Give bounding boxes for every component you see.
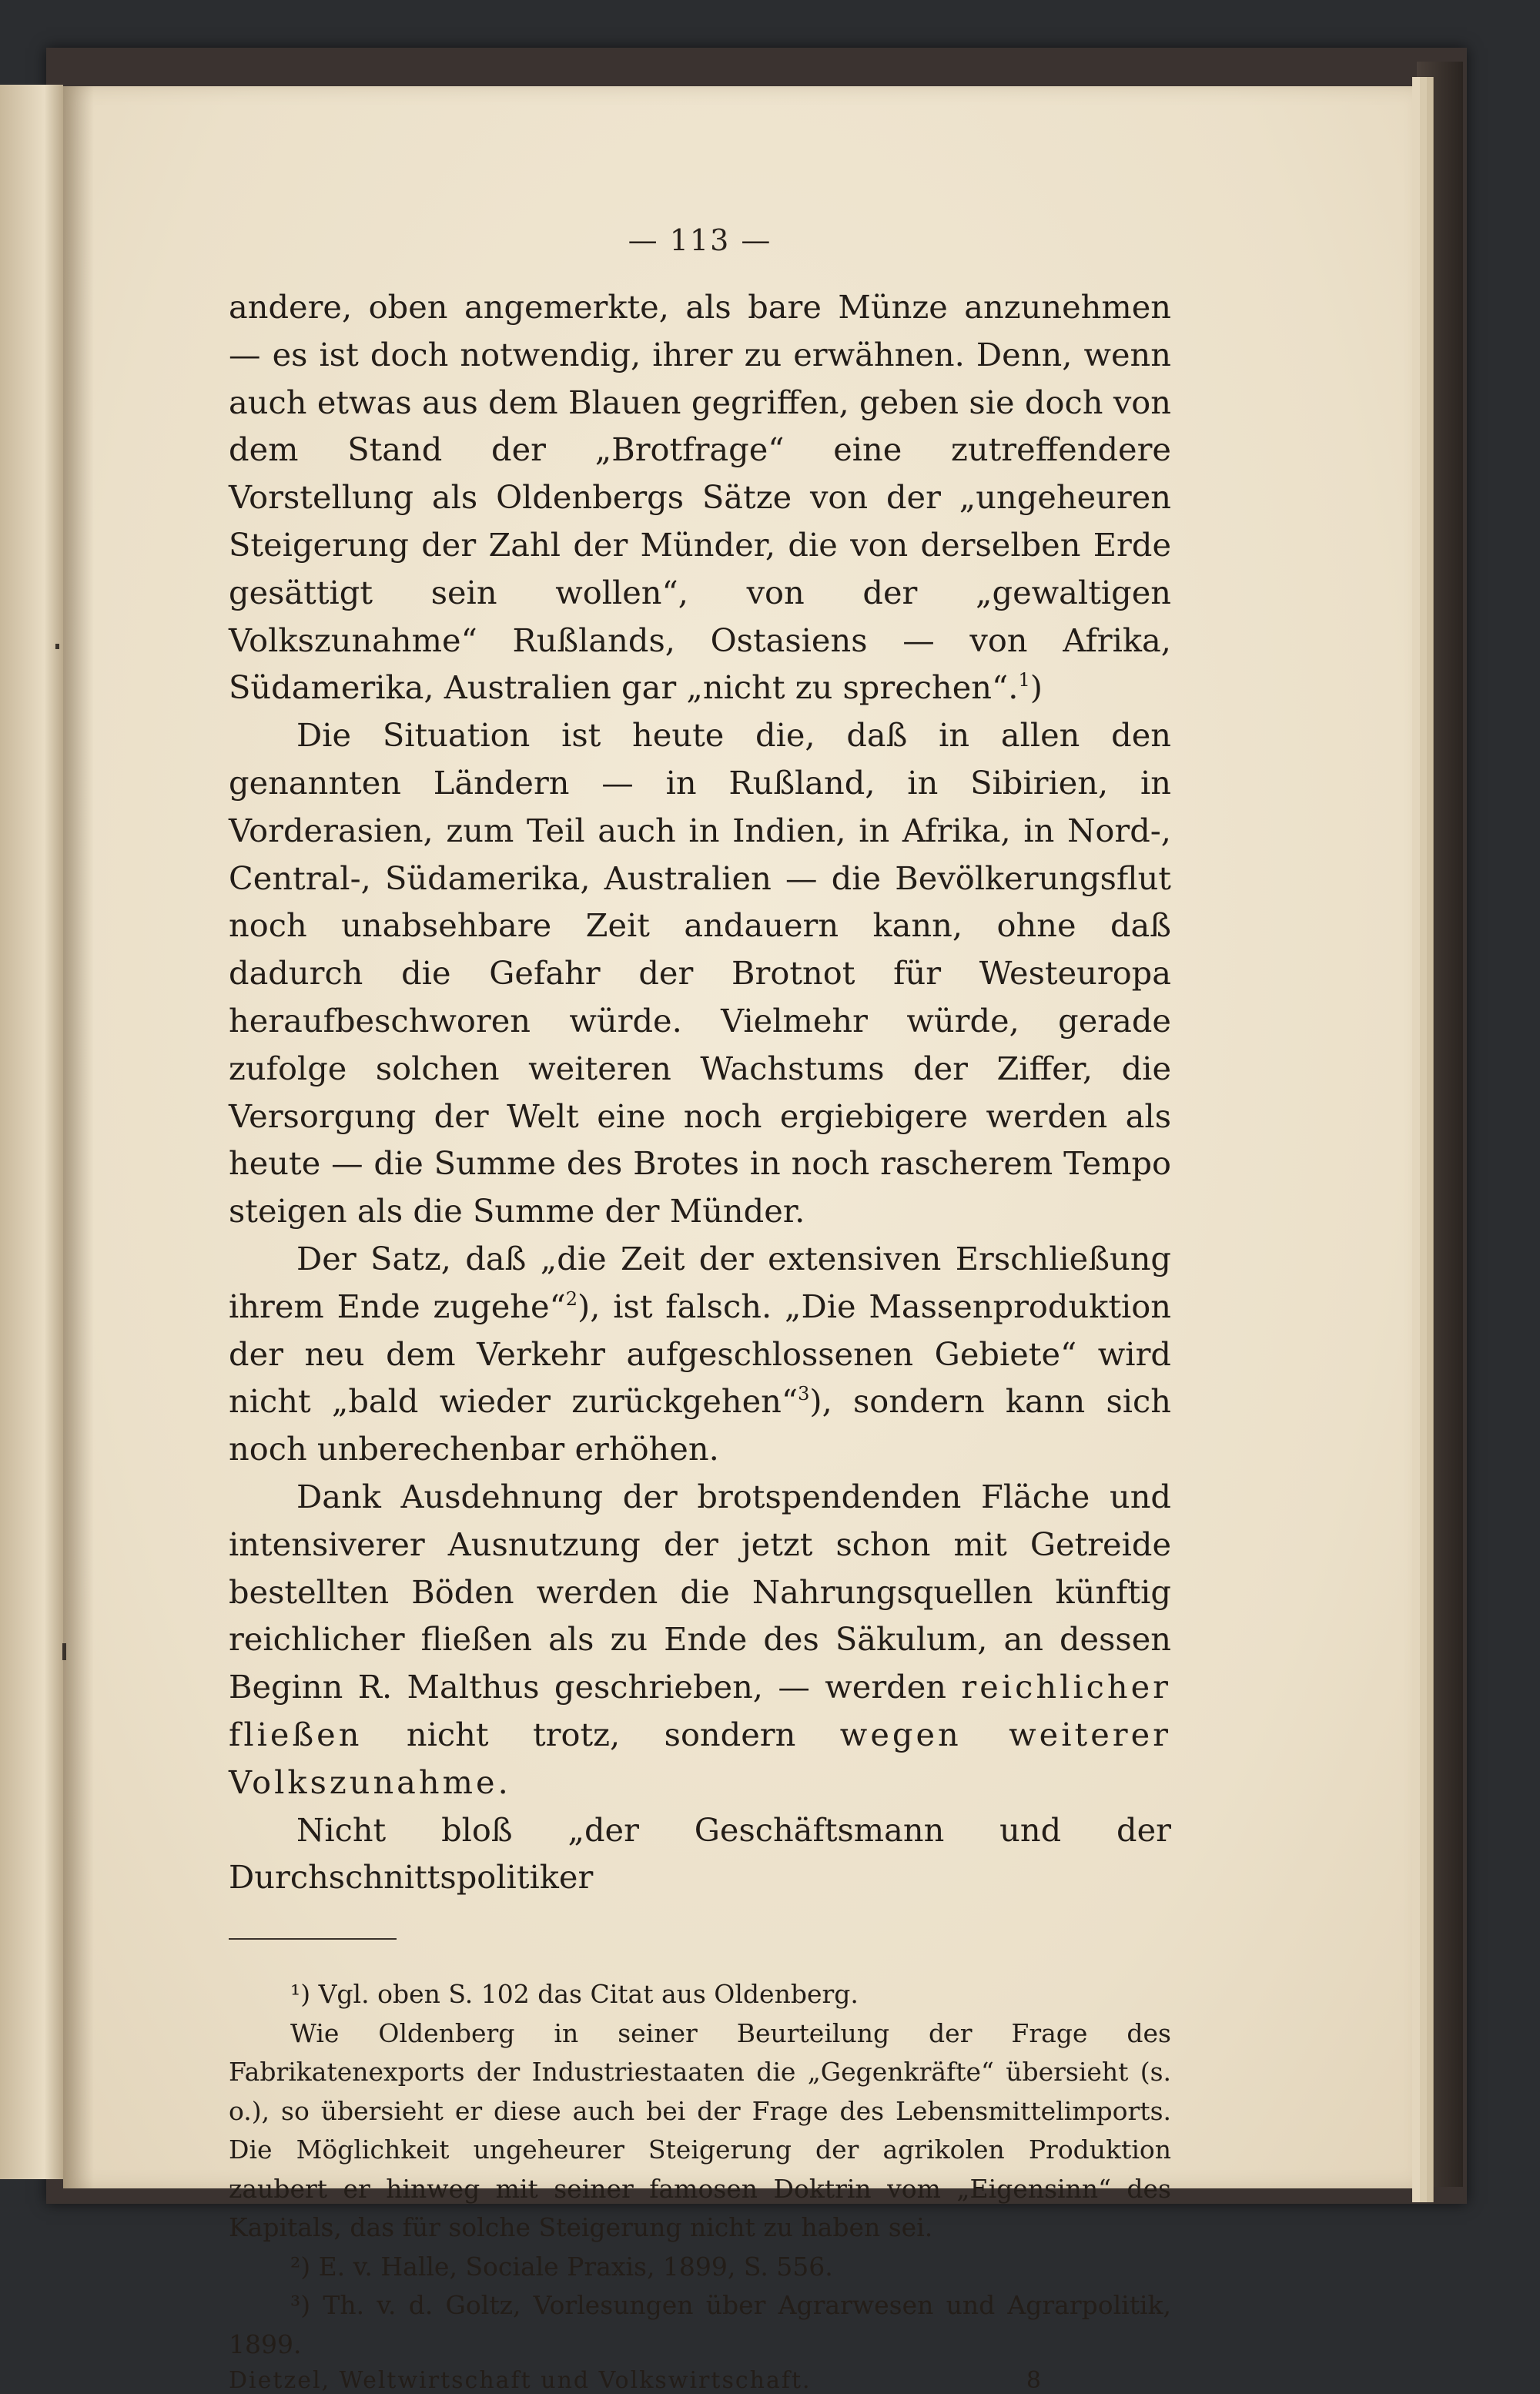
paragraph-4-emphasis-2: wegen weiterer Volkszunahme. bbox=[229, 1715, 1171, 1801]
paragraph-4 bbox=[229, 1473, 1171, 1806]
footnote-divider bbox=[229, 1938, 397, 1940]
footnote-3: ³) Th. v. d. Goltz, Vorlesungen über Agrarwesen und Agrarpolitik, 1899. bbox=[229, 2290, 1171, 2359]
margin-speck bbox=[55, 644, 59, 649]
paragraph-3-text-a: Der Satz, daß „die Zeit der extensiven Erschließung ihrem Ende zugehe“ bbox=[229, 1239, 1171, 1325]
footnote-ref-2: 2 bbox=[565, 1287, 578, 1310]
paragraph-1-tail: ) bbox=[1029, 668, 1043, 707]
page-number: — 113 — bbox=[628, 223, 772, 257]
paragraph-5: Nicht bloß „der Geschäftsmann und der Durchschnittspolitiker bbox=[229, 1810, 1171, 1897]
footnote-2: ²) E. v. Halle, Sociale Praxis, 1899, S. 556. bbox=[290, 2251, 833, 2282]
gutter-shadow bbox=[63, 86, 94, 2188]
paragraph-4-text: Dank Ausdehnung der brotspendenden Fläche und intensiverer Ausnutzung der jetzt schon mit Getreide bestellten Böden werden die Nahrungsquellen künftig reichlicher fließen als zu Ende des Säkulum, an dessen Beginn R. Malthus geschrieben, — werden bbox=[229, 1477, 1171, 1706]
footnote-ref-1: 1 bbox=[1018, 669, 1030, 691]
printer-signature: Dietzel, Weltwirtschaft und Volkswirtschaft. bbox=[229, 2367, 812, 2394]
paragraph-1 bbox=[229, 283, 1171, 712]
paragraph-1-text: andere, oben angemerkte, als bare Münze anzunehmen — es ist doch notwendig, ihrer zu erwähnen. Denn, wenn auch etwas aus dem Blauen gegriffen, geben sie doch von dem Stand der „Brotfrage“ eine zutreffendere Vorstellung als Oldenbergs Sätze von der „ungeheuren Steigerung der Zahl der Münder, die von derselben Erde gesättigt sein wollen“, von der „gewaltigen Volkszunahme“ Rußlands, Ostasiens — von Afrika, Südamerika, Australien gar „nicht zu sprechen“. bbox=[229, 288, 1171, 707]
facing-page-edge bbox=[0, 85, 63, 2179]
footnote-1-continued: Wie Oldenberg in seiner Beurteilung der Frage des Fabrikatenexports der Industriestaaten die „Gegenkräfte“ übersieht (s. o.), so übersieht er diese auch bei der Frage des Lebensmittelimports. Die Möglichkeit ungeheurer Steigerung der agrikolen Produktion zaubert er hinweg mit seiner famosen Doktrin vom „Eigensinn“ des Kapitals, das für solche Steigerung nicht zu haben sei. bbox=[229, 2017, 1171, 2243]
text-block bbox=[229, 223, 1171, 2394]
footnote-ref-3: 3 bbox=[798, 1383, 810, 1405]
sheet-number: 8 bbox=[1026, 2367, 1042, 2394]
paragraph-4-emphasis-1: reichlicher fließen bbox=[229, 1668, 1171, 1753]
paragraph-4-mid: nicht trotz, sondern bbox=[406, 1715, 796, 1753]
paragraph-3 bbox=[229, 1235, 1171, 1473]
paragraph-2: Die Situation ist heute die, daß in allen den genannten Ländern — in Rußland, in Sibirien, in Vorderasien, zum Teil auch in Indien, in Afrika, in Nord-, Central-, Südamerika, Australien — die Bevölkerungsflut noch unabsehbare Zeit andauern kann, ohne daß dadurch die Gefahr der Brotnot für Westeuropa heraufbeschworen würde. Vielmehr würde, gerade zufolge solchen weiteren Wachstums der Ziffer, die Versorgung der Welt eine noch ergiebigere werden als heute — die Summe des Brotes in noch rascherem Tempo steigen als die Summe der Münder. bbox=[229, 716, 1171, 1230]
footnotes bbox=[229, 1975, 1171, 2364]
paragraph-3-text-b: ), ist falsch. „Die Massenproduktion der neu dem Verkehr aufgeschlossenen Gebiete“ wird nicht „bald wieder zurückgehen“ bbox=[229, 1287, 1171, 1421]
paragraph-3-text-c: ), sondern kann sich noch unberechenbar erhöhen. bbox=[229, 1382, 1172, 1468]
margin-speck bbox=[62, 1643, 66, 1660]
page-footer bbox=[229, 2367, 1171, 2394]
page-edge-3 bbox=[1427, 77, 1434, 2202]
footnote-1: ¹) Vgl. oben S. 102 das Citat aus Oldenberg. bbox=[290, 1979, 859, 2010]
